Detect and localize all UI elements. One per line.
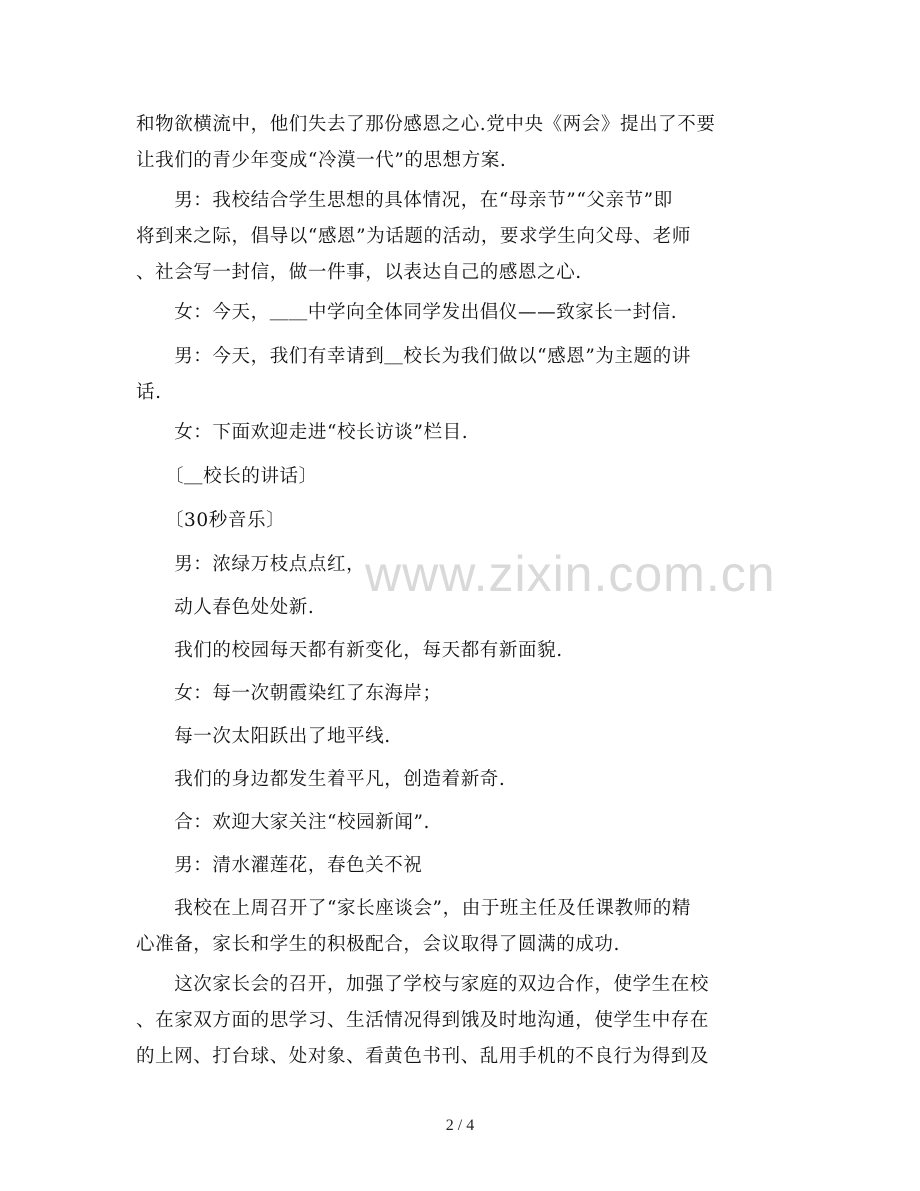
text-line: 让我们的青少年变成“冷漠一代”的思想方案.	[136, 150, 507, 171]
text-line: 、社会写一封信，做一件事，以表达自己的感恩之心.	[136, 262, 582, 283]
text-line: 〔30秒音乐〕	[136, 510, 286, 531]
text-line: 女：每一次朝霞染红了东海岸；	[136, 683, 442, 704]
text-line: 男：今天，我们有幸请到＿校长为我们做以“感恩”为主题的讲	[136, 346, 691, 367]
text-line: 、在家双方面的思学习、生活情况得到饿及时地沟通，使学生中存在	[136, 1010, 710, 1031]
text-line: 我校在上周召开了“家长座谈会”，由于班主任及任课教师的精	[136, 898, 691, 919]
text-line: 男：浓绿万枝点点红，	[136, 554, 366, 575]
text-line: 每一次太阳跃出了地平线.	[136, 726, 391, 747]
text-line: 和物欲横流中，他们失去了那份感恩之心.党中央《两会》提出了不要	[136, 114, 716, 135]
page-number: 2 / 4	[445, 1117, 475, 1134]
text-line: 将到来之际，倡导以“感恩”为话题的活动，要求学生向父母、老师	[136, 226, 691, 247]
text-line: 这次家长会的召开，加强了学校与家庭的双边合作，使学生在校	[136, 974, 710, 995]
text-line: 女：今天，＿＿中学向全体同学发出倡仪——致家长一封信.	[136, 302, 678, 323]
text-line: 我们的身边都发生着平凡，创造着新奇.	[136, 769, 506, 790]
text-line: 我们的校园每天都有新变化，每天都有新面貌.	[136, 640, 563, 661]
text-line: 合：欢迎大家关注“校园新闻”.	[136, 812, 430, 833]
text-line: 女：下面欢迎走进“校长访谈”栏目.	[136, 422, 469, 443]
text-line: 〔＿校长的讲话〕	[136, 466, 318, 487]
text-line: 的上网、打台球、处对象、看黄色书刊、乱用手机的不良行为得到及	[136, 1046, 710, 1067]
text-line: 话.	[136, 382, 162, 403]
text-line: 动人春色处处新.	[136, 597, 315, 618]
text-line: 心准备，家长和学生的积极配合，会议取得了圆满的成功.	[136, 934, 620, 955]
watermark: www.zixin.com.cn	[365, 546, 776, 602]
text-line: 男：清水濯莲花，春色关不祝	[136, 855, 423, 876]
text-line: 男：我校结合学生思想的具体情况，在“母亲节”“父亲节”即	[136, 190, 673, 211]
